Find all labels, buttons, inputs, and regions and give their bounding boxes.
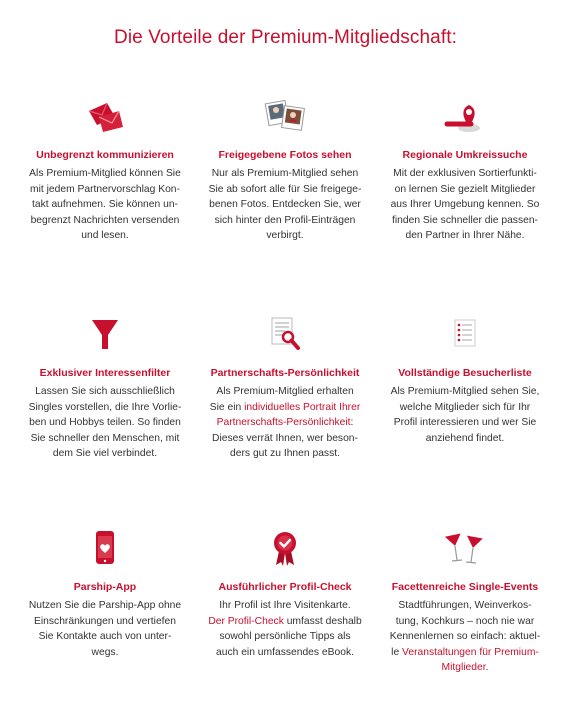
- feature-title: Vollständige Besucherliste: [398, 367, 532, 379]
- feature-single-events: [375, 528, 555, 676]
- cocktail-glasses-icon: [375, 528, 555, 568]
- badge-check-icon: [195, 528, 375, 568]
- feature-description: Mit der exklusiven Sortierfunkti- on lernen Sie gezielt Mitglieder aus Ihrer Umgebung kennen. So finden Sie schneller die passen- den Partner in Ihrer Nähe.: [390, 168, 540, 242]
- feature-description: [195, 598, 375, 660]
- description-text: : Dieses verrät Ihnen, wer beson- ders gut zu Ihnen passt.: [212, 417, 358, 460]
- description-text: Stadtführungen, Weinverkos- tung, Kochkurs – noch nie war Kennenlernen so einfach: aktuel- le: [389, 600, 541, 658]
- page-title: Die Vorteile der Premium-Mitgliedschaft:: [114, 26, 457, 48]
- feature-title: Parship-App: [73, 581, 137, 593]
- filter-funnel-icon: [15, 314, 195, 354]
- description-text: umfasst deshalb sowohl persönliche Tipps als auch ein umfassendes eBook.: [216, 615, 362, 658]
- feature-interest-filter: [15, 314, 195, 462]
- feature-title: Facettenreiche Single-Events: [391, 581, 539, 593]
- photos-icon: [195, 96, 375, 136]
- feature-partnership-personality: [195, 314, 375, 462]
- location-pin-icon: [375, 96, 555, 136]
- feature-description: Als Premium-Mitglied sehen Sie, welche Mitglieder sich für Ihr Profil interessieren und wer Sie anziehend findet.: [390, 386, 540, 444]
- feature-visitor-list: [375, 314, 555, 446]
- visitor-list-icon: [375, 314, 555, 354]
- profile-check-link[interactable]: Der Profil-Check: [208, 615, 284, 627]
- feature-unlimited-communication: [15, 96, 195, 244]
- feature-title: Freigegebene Fotos sehen: [218, 149, 352, 161]
- description-text: Ihr Profil ist Ihre Visitenkarte.: [219, 600, 351, 611]
- document-magnifier-icon: [195, 314, 375, 354]
- feature-parship-app: [15, 528, 195, 660]
- events-link[interactable]: Veranstaltungen für Premium- Mitglieder: [402, 646, 539, 674]
- feature-title: Regionale Umkreissuche: [402, 149, 528, 161]
- feature-description: Lassen Sie sich ausschließlich Singles vorstellen, die Ihre Vorlie- ben und Hobbys teilen. So finden Sie schneller den Menschen, mit dem Sie viel verbindet.: [28, 386, 182, 460]
- feature-regional-search: [375, 96, 555, 244]
- feature-description: Nutzen Sie die Parship-App ohne Einschränkungen und vertiefen Sie Kontakte auch von unter- wegs.: [28, 600, 182, 658]
- feature-title: Exklusiver Interessenfilter: [39, 367, 171, 379]
- phone-heart-icon: [15, 528, 195, 568]
- feature-title: Partnerschafts-Persönlichkeit: [210, 367, 360, 379]
- feature-description: Nur als Premium-Mitglied sehen Sie ab sofort alle für Sie freigege- benen Fotos. Entdecken Sie, wer sich hinter den Profil-Einträgen verbirgt.: [208, 168, 362, 242]
- feature-title: Ausführlicher Profil-Check: [218, 581, 352, 593]
- envelopes-icon: [15, 96, 195, 136]
- feature-title: Unbegrenzt kommunizieren: [36, 149, 174, 161]
- feature-profile-check: [195, 528, 375, 660]
- feature-description: Als Premium-Mitglied können Sie mit jedem Partnervorschlag Kon- takt aufnehmen. Sie können un- begrenzt Nachrichten versenden und lesen.: [29, 168, 181, 242]
- feature-shared-photos: [195, 96, 375, 244]
- portrait-link[interactable]: individuelles Portrait Ihrer Partnerschafts-Persönlichkeit: [216, 401, 361, 429]
- feature-description: [375, 598, 555, 676]
- feature-description: [195, 384, 375, 462]
- description-text: Als Premium-Mitglied erhalten Sie ein: [209, 386, 354, 413]
- description-text: .: [485, 662, 489, 674]
